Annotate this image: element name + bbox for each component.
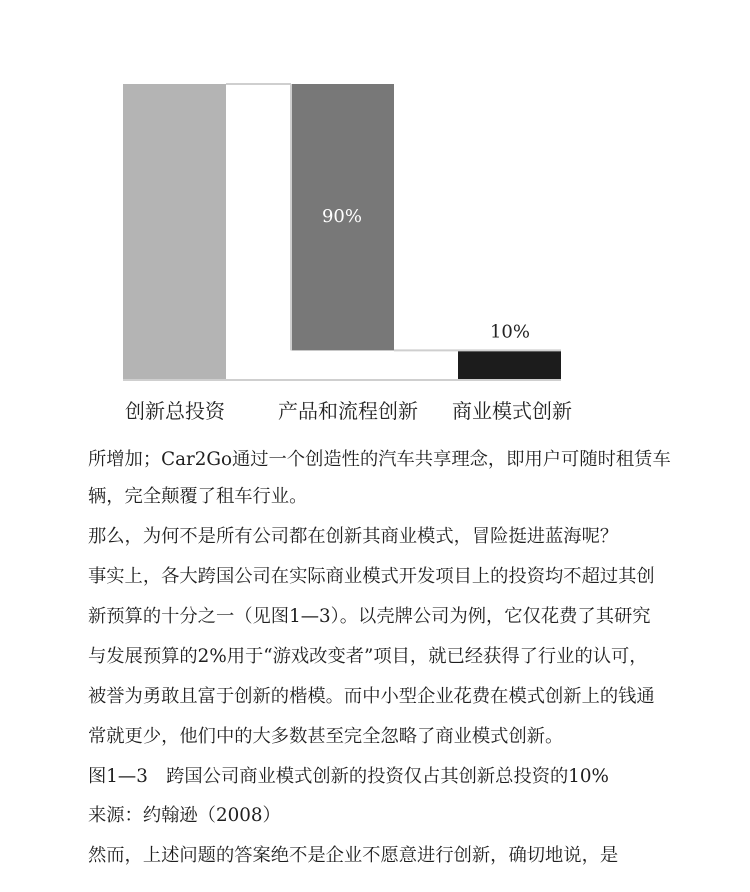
category-label-0: 创新总投资 (125, 399, 225, 423)
data-label-2: 10% (489, 321, 531, 343)
data-label-1: 90% (321, 206, 363, 228)
paragraph-line: 与发展预算的2%用于“游戏改变者”项目，就已经获得了行业的认可， (88, 646, 648, 667)
paragraph-line: 所增加；Car2Go通过一个创造性的汽车共享理念，即用户可随时租赁车 (88, 449, 671, 470)
category-label-1: 产品和流程创新 (278, 399, 418, 423)
bar-business-model (458, 350, 561, 380)
bar-total (123, 84, 226, 380)
figure-source: 来源：约翰逊（2008） (88, 805, 281, 826)
figure-caption: 图1—3 跨国公司商业模式创新的投资仅占其创新总投资的10% (88, 766, 609, 787)
paragraph-line: 常就更少，他们中的大多数甚至完全忽略了商业模式创新。 (88, 726, 564, 747)
waterfall-chart (0, 0, 750, 430)
paragraph-line: 那么，为何不是所有公司都在创新其商业模式，冒险挺进蓝海呢？ (88, 526, 619, 547)
paragraph-line: 新预算的十分之一（见图1—3）。以壳牌公司为例，它仅花费了其研究 (88, 606, 651, 627)
paragraph-line: 事实上，各大跨国公司在实际商业模式开发项目上的投资均不超过其创 (88, 566, 655, 587)
paragraph-line: 然而，上述问题的答案绝不是企业不愿意进行创新，确切地说，是 (88, 845, 619, 866)
category-label-2: 商业模式创新 (452, 399, 572, 423)
paragraph-line: 辆，完全颠覆了租车行业。 (88, 486, 308, 507)
paragraph-line: 被誉为勇敢且富于创新的楷模。而中小型企业花费在模式创新上的钱通 (88, 686, 655, 707)
